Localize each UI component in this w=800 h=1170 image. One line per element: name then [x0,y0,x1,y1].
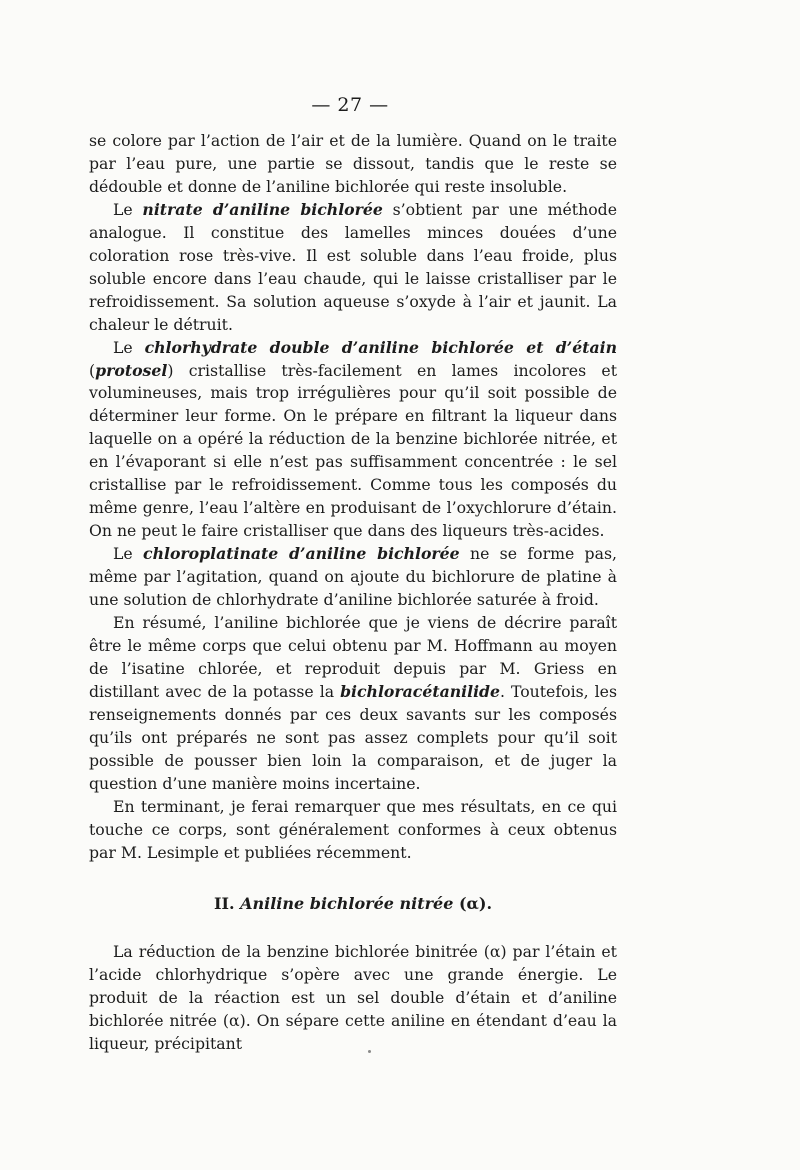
paragraph-3-text: ) cristallise très-facilement en lames incolores et volumineuses, mais trop irrégulières pour qu’il soit possible de déterminer leur forme. On le prépare en filtrant la liqueur dans laquelle on a opéré la réduction de la benzine bichlorée nitrée, et en l’évaporant si elle n’est pas suffisamment concentrée : le sel cristallise par le refroidissement. Comme tous les composés du même genre, l’eau l’altère en produisant de l’oxychlorure d’étain. On ne peut le faire cristalliser que dans des liqueurs très-acides. [89,360,617,541]
term-bichloracetanilide: bichloracétanilide [340,681,500,701]
section-heading [89,893,617,916]
paragraph-7 [89,941,617,1056]
section-number: II. [213,893,235,913]
paragraph-5 [89,612,617,796]
paragraph-6 [89,796,617,865]
paragraph-4-text: ne se forme pas, même par l’agitation, quand on ajoute du bichlorure de platine à une solution de chlorhydrate d’aniline bichlorée saturée à froid. [89,544,617,610]
paragraph-4-lead: Le [113,544,144,564]
paragraph-5-text-a: En résumé, l’aniline bichlorée que je viens de décrire paraît être le même corps que celui obtenu par M. Hoffmann au moyen de l’isatine chlorée, et reproduit depuis par M. Griess en distillant avec de la potasse la [89,613,617,701]
paper-speck [368,1050,371,1053]
paragraph-7-text: La réduction de la benzine bichlorée binitrée (α) par l’étain et l’acide chlorhydrique s’opère avec une grande énergie. Le produit de la réaction est un sel double d’étain et d’aniline bichlorée nitrée (α). On sépare cette aniline en étendant d’eau la liqueur, précipitant [89,942,617,1054]
paragraph-3 [89,337,617,544]
paragraph-3-lead: Le [113,337,145,357]
paragraph-3-paren: ( [89,360,96,380]
paragraph-5-text-b: . Toutefois, les renseignements donnés par ces deux savants sur les composés qu’ils ont préparés ne sont pas assez complets pour qu’il soit possible de pousser bien loin la comparaison, et de juger la question d’une manière moins incertaine. [89,681,617,793]
page-number: — 27 — [311,94,389,116]
paragraph-2 [89,199,617,337]
paragraph-1 [89,130,617,199]
section-suffix: (α). [458,893,493,913]
body-text [89,130,617,1056]
term-chlorhydrate: chlorhydrate double d’aniline bichlorée et d’étain [144,337,617,357]
paragraph-2-text: s’obtient par une méthode analogue. Il constitue des lamelles minces douées d’une coloration rose très-vive. Il est soluble dans l’eau froide, plus soluble encore dans l’eau chaude, qui le laisse cristalliser par le refroidissement. Sa solution aqueuse s’oxyde à l’air et jaunit. La chaleur le détruit. [89,199,617,334]
section-title: Aniline bichlorée nitrée [240,893,454,913]
paragraph-4 [89,543,617,612]
term-protosel: protosel [95,360,168,380]
paragraph-6-text: En terminant, je ferai remarquer que mes résultats, en ce qui touche ce corps, sont généralement conformes à ceux obtenus par M. Lesimple et publiées récemment. [89,796,617,862]
term-nitrate: nitrate d’aniline bichlorée [142,199,383,219]
paragraph-2-lead: Le [113,199,143,219]
term-chloroplatinate: chloroplatinate d’aniline bichlorée [143,544,460,564]
paragraph-1-text: se colore par l’action de l’air et de la lumière. Quand on le traite par l’eau pure, une partie se dissout, tandis que le reste se dédouble et donne de l’aniline bichlorée qui reste insoluble. [89,131,617,196]
